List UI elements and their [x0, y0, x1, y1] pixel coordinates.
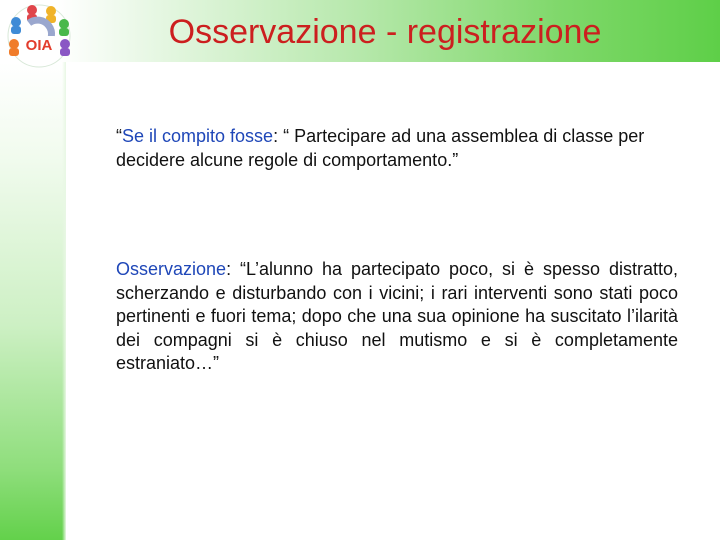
page-title: Osservazione - registrazione	[168, 13, 602, 51]
left-band-edge	[62, 62, 66, 540]
observation-paragraph	[116, 258, 678, 376]
oia-logo	[2, 2, 76, 70]
task-open-quote: “	[116, 126, 122, 146]
task-label: Se il compito fosse	[122, 126, 274, 146]
task-text: : “ Partecipare ad una assemblea di classe per decidere alcune regole di comportamento.”	[116, 126, 645, 170]
observation-text: : “L’alunno ha partecipato poco, si è spesso distratto, scherzando e disturbando con i vicini; i rari interventi sono stati poco pertinenti e fuori tema; dopo che una sua opinione ha suscitato l’ilarità dei compagni si è chiuso nel mutismo e si è completamente estraniato…”	[116, 259, 678, 373]
task-paragraph	[116, 125, 678, 172]
logo-text: OIA	[25, 37, 53, 54]
left-decorative-band	[0, 62, 66, 540]
observation-label: Osservazione	[116, 259, 227, 279]
